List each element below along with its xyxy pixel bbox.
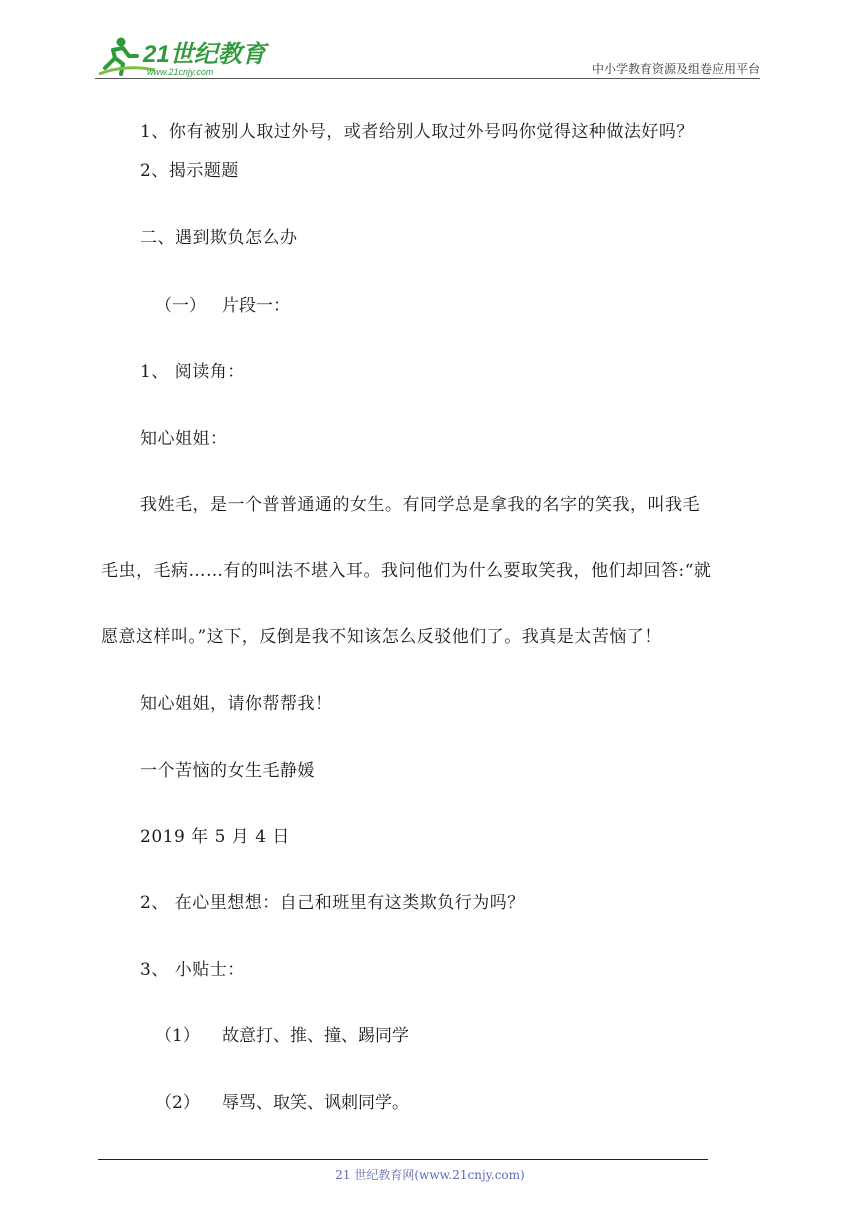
logo-text: 21世纪教育 (143, 41, 266, 68)
subsection-title: 片段一： (222, 296, 290, 316)
logo-graphic (95, 34, 270, 78)
question-1: 1、你有被别人取过外号，或者给别人取过外号吗你觉得这种做法好吗？ (140, 122, 694, 142)
reading-corner: 1、 阅读角： (140, 362, 245, 382)
subsection-number: （一） (155, 296, 206, 316)
tips-heading: 3、 小贴士： (140, 960, 245, 980)
section-2-heading: 二、遇到欺负怎么办 (140, 228, 298, 248)
footer-divider (98, 1159, 708, 1160)
reveal-title: 2、揭示题题 (140, 161, 239, 181)
tip-1-text: 故意打、推、撞、踢同学 (222, 1026, 409, 1046)
logo (95, 34, 270, 78)
letter-line-1: 我姓毛，是一个普普通通的女生。有同学总是拿我的名字的笑我，叫我毛 (140, 495, 700, 515)
letter-line-2: 毛虫，毛病……有的叫法不堪入耳。我问他们为什么要取笑我，他们却回答:“就 (101, 561, 712, 581)
reflection-question: 2、 在心里想想：自己和班里有这类欺负行为吗？ (140, 893, 525, 913)
logo-url: www.21cnjy.com (147, 67, 214, 77)
page-header (95, 30, 760, 80)
letter-date: 2019 年 5 月 4 日 (140, 827, 290, 847)
tip-2-text: 辱骂、取笑、讽刺同学。 (222, 1093, 409, 1113)
tip-2-number: （2） (155, 1093, 200, 1113)
footer-link[interactable]: 21 世纪教育网(www.21cnjy.com) (335, 1168, 525, 1182)
letter-plea: 知心姐姐，请你帮帮我！ (140, 694, 333, 714)
letter-salutation: 知心姐姐： (140, 429, 228, 449)
platform-name: 中小学教育资源及组卷应用平台 (591, 62, 760, 76)
header-divider (95, 78, 760, 79)
tip-1-number: （1） (155, 1026, 200, 1046)
letter-line-3: 愿意这样叫。”这下，反倒是我不知该怎么反驳他们了。我真是太苦恼了！ (101, 627, 662, 647)
letter-signature: 一个苦恼的女生毛静媛 (140, 761, 315, 781)
